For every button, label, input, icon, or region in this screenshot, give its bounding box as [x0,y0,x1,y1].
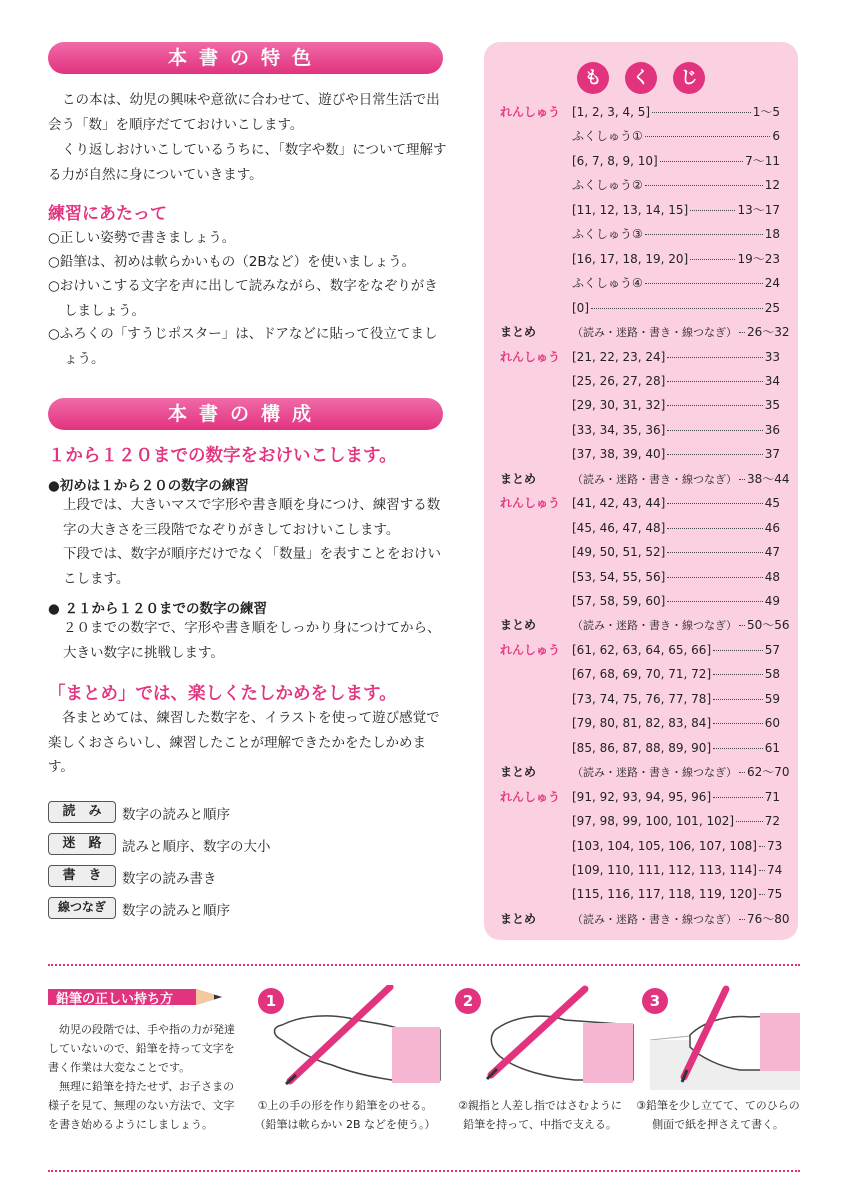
toc-row-text: [45, 46, 47, 48] [572,520,666,535]
toc-row-page: 60 [764,716,780,731]
toc-row-label: れんしゅう [500,496,561,511]
toc-leader-dots [739,332,745,333]
toc-row-text: [91, 92, 93, 94, 95, 96] [572,789,712,804]
hand-step3-illustration [650,985,800,1090]
toc-row-text: [0] [572,300,589,315]
step-number: 2 [455,988,481,1014]
toc-row [500,591,780,611]
toc-row-page: 47 [764,545,780,560]
toc-row-page: 72 [764,814,780,829]
toc-row-page: 24 [764,276,780,291]
toc-row-page: 74 [766,862,783,877]
tag-maze-desc: 読みと順序、数字の大小 [122,839,271,855]
toc-row-label: まとめ [500,471,537,486]
toc-leader-dots [667,454,762,455]
toc-leader-dots [713,723,763,724]
toc-row-text: [11, 12, 13, 14, 15] [572,202,689,217]
toc-row-text: ふくしゅう① [572,129,643,144]
toc-row-page: 62〜70 [747,765,790,780]
tag-writing: 書 き [48,865,116,887]
toc-row [500,347,780,367]
toc-row [500,787,780,807]
step1-caption: ①上の手の形を作り鉛筆をのせる。 （鉛筆は軟らかい 2B などを使う。） [254,1099,436,1131]
toc-row-page: 7〜11 [745,153,780,168]
toc-row-text: [1, 2, 3, 4, 5] [572,105,651,119]
toc-leader-dots [759,870,765,871]
toc-row-label: れんしゅう [500,789,561,804]
toc-row-page: 49 [764,594,780,608]
toc-row-label: まとめ [500,911,537,926]
toc-row-text: [53, 54, 55, 56] [572,569,666,584]
toc-row [500,640,780,660]
toc-row [500,493,780,513]
toc-row-text: [85, 86, 87, 88, 89, 90] [572,740,712,755]
toc-row [500,884,783,904]
toc-row-text: （読み・迷路・書き・線つなぎ） [572,619,737,633]
toc-row-text: [37, 38, 39, 40] [572,447,666,462]
toc-row [500,469,790,489]
toc-row-page: 6 [772,129,780,144]
toc-row-text: [21, 22, 23, 24] [572,349,666,364]
hand-step2-illustration [465,985,635,1085]
toc-leader-dots [739,625,745,626]
practice-heading: 練習にあたって [48,204,167,224]
toc-row [500,567,780,587]
toc-title-char: じ [673,62,705,94]
toc-row [500,273,780,293]
toc-row [500,420,780,440]
toc-row-page: 50〜56 [747,618,790,633]
practice-item: ○鉛筆は、初めは軟らかいもの（2Bなど）を使いましょう。 [48,254,416,270]
toc-leader-dots [759,846,765,847]
toc-row-text: [16, 17, 18, 19, 20] [572,251,689,266]
toc-row-page: 37 [764,447,780,462]
features-banner: 本書の特色 [48,42,443,74]
toc-row-text: [79, 80, 81, 82, 83, 84] [572,716,712,731]
structure-sub1: ●初めは１から２０の数字の練習 [48,478,249,494]
summary-heading: 「まとめ」では、楽しくたしかめをします。 [48,684,397,704]
toc-row [500,615,790,635]
toc-row-text: [97, 98, 99, 100, 101, 102] [572,814,735,829]
structure-heading: １から１２０までの数字をおけいこします。 [48,446,397,466]
toc-leader-dots [645,283,763,284]
toc-row [500,200,780,220]
divider-top [48,964,800,966]
toc-row-page: 33 [764,349,780,364]
toc-row [500,102,780,122]
toc-row [500,151,780,171]
toc-leader-dots [667,357,762,358]
tag-maze: 迷 路 [48,833,116,855]
toc-row-text: [49, 50, 51, 52] [572,545,666,560]
step-number: 3 [642,988,668,1014]
toc-row-text: [6, 7, 8, 9, 10] [572,153,658,168]
toc-row [500,738,780,758]
toc-leader-dots [690,210,735,211]
toc-row-page: 76〜80 [747,911,790,926]
pencil-title: 鉛筆の正しい持ち方 [56,992,174,1007]
toc-row-text: ふくしゅう② [572,178,643,193]
toc-leader-dots [739,772,745,773]
toc-row-text: [57, 58, 59, 60] [572,594,666,608]
pencil-paragraph-2: 無理に鉛筆を持たせず、お子さまの様子を見て、無理のない方法で、文字を書き始めるようにしましょう。 [48,1080,235,1131]
toc-row-page: 48 [764,569,780,584]
toc-row-page: 26〜32 [747,325,790,340]
features-intro-2: くり返しおけいこしているうちに、「数字や数」について理解する力が自然に身についていきます。 [48,142,447,183]
toc-row-text: [115, 116, 117, 118, 119, 120] [572,887,757,902]
toc-row [500,126,780,146]
toc-leader-dots [713,748,763,749]
toc-row [500,811,780,831]
toc-row-label: れんしゅう [500,642,561,657]
toc-row-page: 34 [764,373,780,388]
step-number: 1 [258,988,284,1014]
pencil-header [46,986,226,1008]
toc-leader-dots [667,552,762,553]
toc-row-page: 58 [764,667,780,682]
toc-leader-dots [713,674,763,675]
toc-leader-dots [739,479,745,480]
toc-leader-dots [713,797,763,798]
toc-row-page: 25 [764,300,780,315]
toc-leader-dots [667,381,762,382]
structure-sub2-p1: ２０までの数字で、字形や書き順をしっかり身につけてから、大きい数字に挑戦します。 [63,620,441,661]
tag-reading: 読 み [48,801,116,823]
toc-row-label: まとめ [500,765,537,780]
pencil-paragraph-1: 幼児の段階では、手や指の力が発達していないので、鉛筆を持って文字を書く作業は大変なことです。 [48,1023,235,1074]
hand-step1-illustration [262,985,442,1085]
toc-row [500,249,780,269]
practice-item: ○おけいこする文字を声に出して読みながら、数字をなぞりがきしましょう。 [48,278,438,319]
practice-item: ○ふろくの「すうじポスター」は、ドアなどに貼って役立てましょう。 [48,326,438,367]
toc-leader-dots [667,528,762,529]
toc-leader-dots [739,919,745,920]
toc-row-page: 61 [764,740,780,755]
toc-row-page: 45 [764,496,780,511]
toc-row-page: 35 [764,398,780,413]
tag-line-connect-desc: 数字の読みと順序 [122,903,230,919]
toc-row [500,664,780,684]
toc-row [500,689,780,709]
toc-row [500,836,783,856]
toc-row-page: 18 [764,227,780,242]
structure-sub1-p2: 下段では、数字が順序だけでなく「数量」を表すことをおけいこします。 [63,546,441,587]
toc-row [500,518,780,538]
toc-row-page: 12 [764,178,780,193]
toc-row [500,444,780,464]
toc-row-page: 36 [764,422,780,437]
toc-leader-dots [645,185,763,186]
tag-line-connect: 線つなぎ [48,897,116,919]
tag-reading-desc: 数字の読みと順序 [122,807,230,823]
structure-sub1-p1: 上段では、大きいマスで字形や書き順を身につけ、練習する数字の大きさを三段階でなぞりがきしておけいこします。 [63,497,441,538]
toc-row-text: [103, 104, 105, 106, 107, 108] [572,838,757,853]
toc-row [500,175,780,195]
toc-row-page: 59 [764,691,780,706]
toc-row-page: 71 [764,789,780,804]
tag-writing-desc: 数字の読み書き [122,871,217,887]
toc-leader-dots [667,577,762,578]
toc-row-text: [109, 110, 111, 112, 113, 114] [572,862,757,877]
toc-row-text: [67, 68, 69, 70, 71, 72] [572,667,712,682]
structure-banner: 本書の構成 [48,398,443,430]
toc-row-page: 75 [766,887,783,902]
features-intro-1: この本は、幼児の興味や意欲に合わせて、遊びや日常生活で出会う「数」を順序だてておけいこします。 [48,92,440,133]
toc-row-text: [73, 74, 75, 76, 77, 78] [572,691,712,706]
toc-row [500,371,780,391]
step2-caption: ②親指と人差し指ではさむように 鉛筆を持って、中指で支える。 [458,1099,622,1131]
toc-row [500,542,780,562]
toc-row-text: [61, 62, 63, 64, 65, 66] [572,642,712,657]
toc-leader-dots [667,503,762,504]
toc-leader-dots [736,821,763,822]
structure-sub2: ● ２１から１２０までの数字の練習 [48,601,267,617]
toc-leader-dots [667,430,762,431]
toc-row [500,713,780,733]
toc-title-char: も [577,62,609,94]
toc-row-page: 13〜17 [737,202,780,217]
toc-leader-dots [713,650,763,651]
toc-row-page: 46 [764,520,780,535]
toc-row-page: 57 [764,642,780,657]
toc-leader-dots [667,601,762,602]
toc-row [500,909,790,929]
toc-row-page: 38〜44 [747,471,790,486]
toc-row-text: [29, 30, 31, 32] [572,398,666,413]
practice-item: ○正しい姿勢で書きましょう。 [48,230,236,246]
toc-leader-dots [591,308,763,309]
toc-leader-dots [645,234,763,235]
toc-row-text: ふくしゅう④ [572,276,643,291]
toc-row-text: （読み・迷路・書き・線つなぎ） [572,472,737,486]
divider-bottom [48,1170,800,1172]
toc-row-label: まとめ [500,325,537,340]
toc-leader-dots [652,112,751,113]
summary-paragraph: 各まとめては、練習した数字を、イラストを使って遊び感覚で楽しくおさらいし、練習したことが理解できたかをたしかめます。 [48,710,440,775]
toc-leader-dots [660,161,743,162]
toc-row-text: [25, 26, 27, 28] [572,373,666,388]
toc-row-page: 19〜23 [737,251,780,266]
toc-row [500,322,790,342]
toc-row-text: [33, 34, 35, 36] [572,422,666,437]
toc-leader-dots [713,699,763,700]
toc-row-text: （読み・迷路・書き・線つなぎ） [572,912,737,926]
toc-row [500,224,780,244]
toc-row [500,298,780,318]
toc-row [500,395,780,415]
toc-leader-dots [759,894,765,895]
toc-leader-dots [667,405,762,406]
toc-row-label: れんしゅう [500,349,561,364]
toc-row-label: まとめ [500,618,537,633]
step3-caption: ③鉛筆を少し立てて、てのひらの 側面で紙を押さえて書く。 [636,1099,800,1131]
toc-row-text: ふくしゅう③ [572,227,643,242]
toc-title-char: く [625,62,657,94]
toc-row-text: （読み・迷路・書き・線つなぎ） [572,766,737,780]
toc-leader-dots [645,136,771,137]
toc-row-page: 1〜5 [752,105,780,119]
toc-row [500,860,783,880]
toc-row-page: 73 [766,838,783,853]
toc-row-label: れんしゅう [500,105,561,119]
toc-leader-dots [690,259,735,260]
toc-row-text: [41, 42, 43, 44] [572,496,666,511]
toc-row-text: （読み・迷路・書き・線つなぎ） [572,326,737,340]
toc-row [500,762,790,782]
